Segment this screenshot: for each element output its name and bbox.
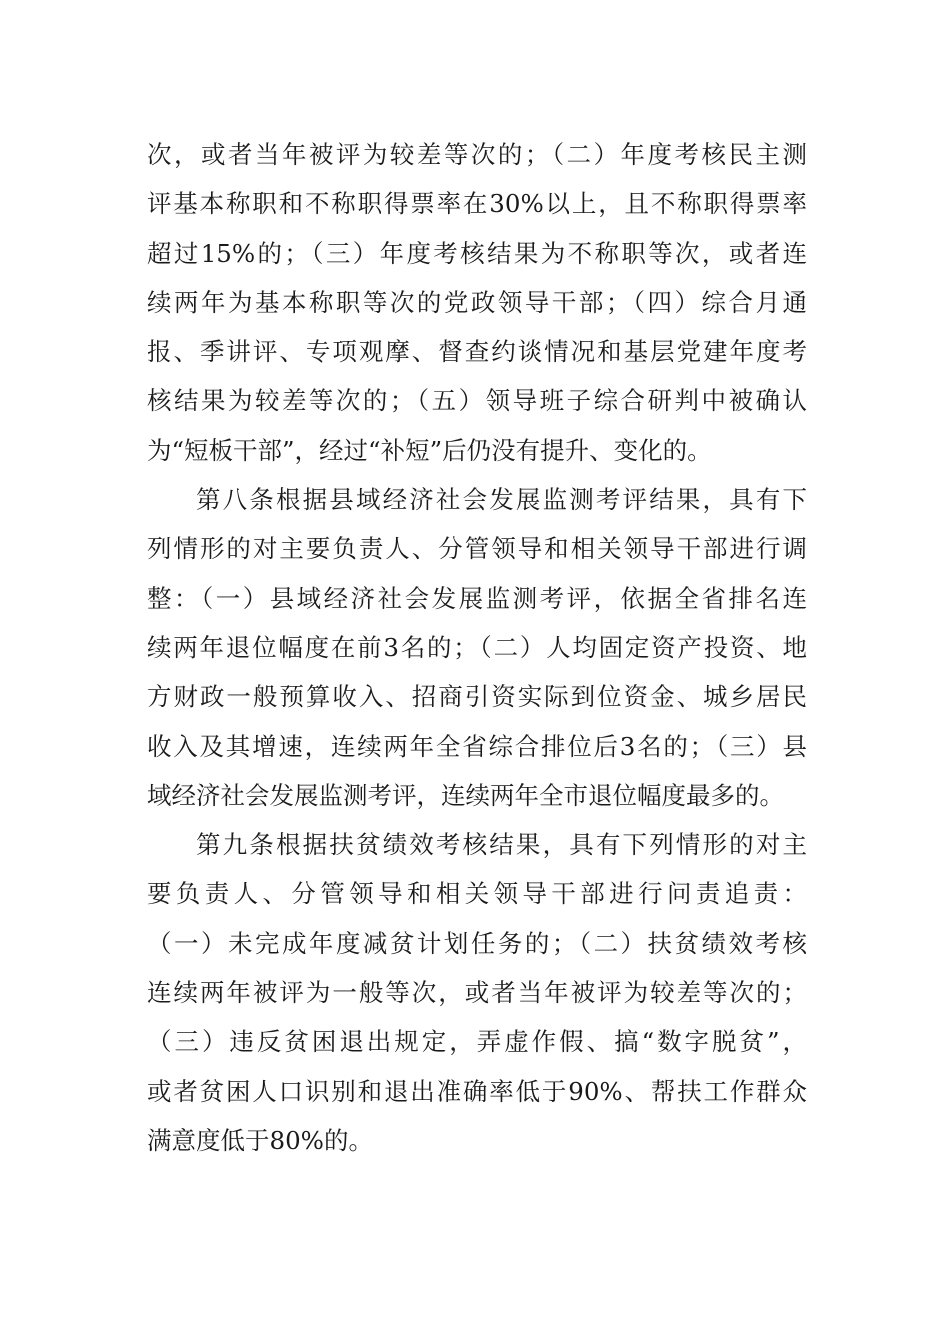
paragraph-article-8 (147, 475, 807, 820)
text-line: 续两年退位幅度在前3名的；（二）人均固定资产投资、地 (147, 632, 807, 662)
paragraph-1 (147, 130, 807, 475)
document-body (147, 130, 807, 1165)
text-line: 评基本称职和不称职得票率在30%以上，且不称职得票率 (147, 189, 807, 219)
text-line: 超过15%的；（三）年度考核结果为不称职等次，或者连 (147, 238, 807, 268)
text-line: 或者贫困人口识别和退出准确率低于90%、帮扶工作群众 (147, 1076, 807, 1106)
text-line: 为“短板干部”，经过“补短”后仍没有提升、变化的。 (147, 435, 712, 465)
text-line: 列情形的对主要负责人、分管领导和相关领导干部进行调 (147, 534, 807, 564)
text-line: 收入及其增速，连续两年全省综合排位后3名的；（三）县 (147, 731, 807, 761)
text-line: （三）违反贫困退出规定，弄虚作假、搞“数字脱贫”， (147, 1027, 807, 1057)
text-line: 域经济社会发展监测考评，连续两年全市退位幅度最多的。 (147, 780, 784, 810)
text-line: 次，或者当年被评为较差等次的；（二）年度考核民主测 (147, 140, 807, 169)
text-line: 整：（一）县域经济社会发展监测考评，依据全省排名连 (147, 583, 807, 613)
text-line: 要负责人、分管领导和相关领导干部进行问责追责： (147, 879, 807, 909)
text-line: 报、季讲评、专项观摩、督查约谈情况和基层党建年度考 (147, 337, 807, 367)
text-line: 第八条根据县域经济社会发展监测考评结果，具有下 (196, 485, 807, 515)
paragraph-article-9 (147, 820, 807, 1165)
text-line: 方财政一般预算收入、招商引资实际到位资金、城乡居民 (147, 682, 807, 712)
text-line: 连续两年被评为一般等次，或者当年被评为较差等次的； (147, 978, 807, 1008)
text-line: （一）未完成年度减贫计划任务的；（二）扶贫绩效考核 (147, 928, 807, 958)
text-line: 满意度低于80%的。 (147, 1125, 373, 1155)
text-line: 续两年为基本称职等次的党政领导干部；（四）综合月通 (147, 287, 807, 317)
text-line: 核结果为较差等次的；（五）领导班子综合研判中被确认 (147, 386, 807, 416)
text-line: 第九条根据扶贫绩效考核结果，具有下列情形的对主 (196, 830, 807, 860)
